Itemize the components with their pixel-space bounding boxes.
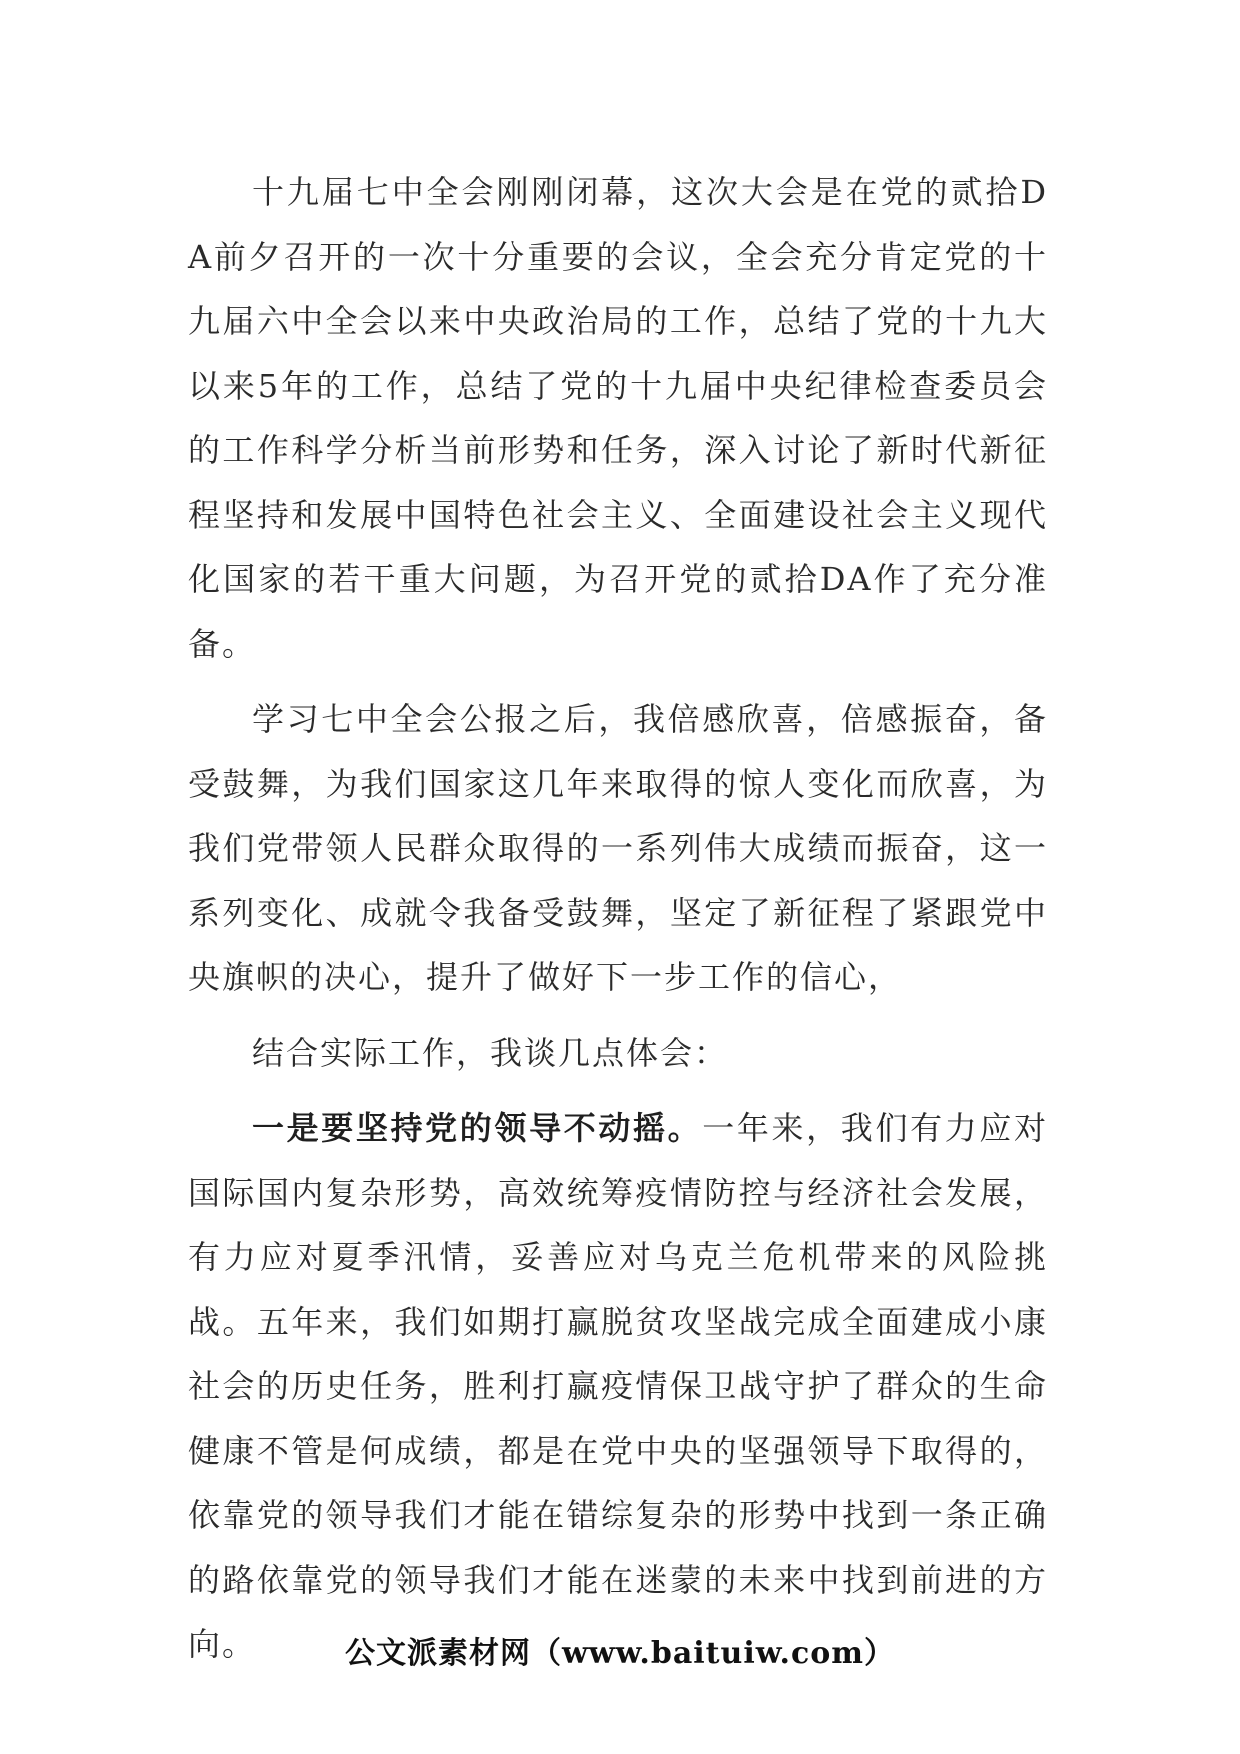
paragraph-text: 学习七中全会公报之后，我倍感欣喜，倍感振奋，备受鼓舞，为我们国家这几年来取得的惊人变化而欣喜，为我们党带领人民群众取得的一系列伟大成绩而振奋，这一系列变化、成就令我备受鼓舞，坚定了新征程了紧跟党中央旗帜的决心，提升了做好下一步工作的信心， (188, 700, 1048, 996)
paragraph-text: 结合实际工作，我谈几点体会： (252, 1033, 729, 1072)
paragraph-4 (188, 1096, 1048, 1677)
paragraph-text: 十九届七中全会刚刚闭幕，这次大会是在党的贰拾DA前夕召开的一次十分重要的会议，全会充分肯定党的十九届六中全会以来中央政治局的工作，总结了党的十九大以来5年的工作，总结了党的十九届中央纪律检查委员会的工作科学分析当前形势和任务，深入讨论了新时代新征程坚持和发展中国特色社会主义、全面建设社会主义现代化国家的若干重大问题，为召开党的贰拾DA作了充分准备。 (188, 173, 1048, 663)
paragraph-3 (188, 1021, 1048, 1086)
document-body (188, 160, 1048, 1688)
paragraph-lead: 一是要坚持党的领导不动摇。 (252, 1109, 703, 1147)
paragraph-1 (188, 160, 1048, 676)
footer-source: 公文派素材网（www.baituiw.com） (344, 1636, 896, 1671)
paragraph-text: 一年来，我们有力应对国际国内复杂形势，高效统筹疫情防控与经济社会发展，有力应对夏季汛情，妥善应对乌克兰危机带来的风险挑战。五年来，我们如期打赢脱贫攻坚战完成全面建成小康社会的历史任务，胜利打赢疫情保卫战守护了群众的生命健康不管是何成绩，都是在党中央的坚强领导下取得的，依靠党的领导我们才能在错综复杂的形势中找到一条正确的路依靠党的领导我们才能在迷蒙的未来中找到前进的方向。 (188, 1109, 1048, 1663)
paragraph-2 (188, 687, 1048, 1010)
